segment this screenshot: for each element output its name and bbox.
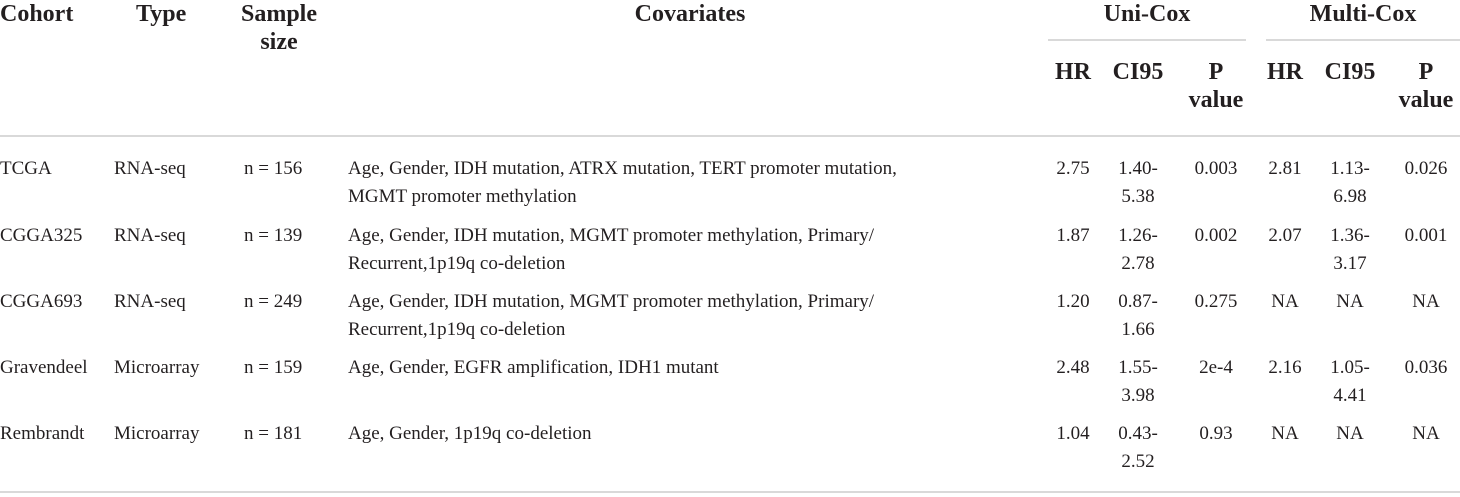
- header-type: Type: [136, 1, 187, 27]
- cell-multi-ci95-line1: 1.36-: [1330, 225, 1370, 246]
- cell-covariates-line1: Age, Gender, 1p19q co-deletion: [348, 423, 592, 444]
- cell-uni-ci95-line2: 5.38: [1121, 186, 1155, 207]
- cell-cohort: TCGA: [0, 158, 52, 179]
- cell-sample-size: n = 139: [244, 225, 303, 246]
- cell-uni-p: 0.275: [1194, 291, 1238, 312]
- cell-covariates-line1: Age, Gender, EGFR amplification, IDH1 mutant: [348, 357, 719, 378]
- cell-cohort: Gravendeel: [0, 357, 88, 378]
- cell-uni-ci95-line1: 1.40-: [1118, 158, 1158, 179]
- header-uni-p-line2: value: [1188, 87, 1244, 113]
- cell-type: RNA-seq: [114, 291, 186, 312]
- cell-cohort: Rembrandt: [0, 423, 85, 444]
- cell-uni-hr: 1.20: [1056, 291, 1090, 312]
- cell-type: RNA-seq: [114, 158, 186, 179]
- cell-uni-p: 0.93: [1199, 423, 1233, 444]
- header-sample-size-line2: size: [260, 29, 298, 55]
- table-bottom-rule: [0, 491, 1460, 493]
- cell-uni-ci95-line1: 0.43-: [1118, 423, 1158, 444]
- cell-uni-ci95-line2: 3.98: [1121, 385, 1155, 406]
- cell-uni-hr: 1.87: [1056, 225, 1090, 246]
- header-uni-ci95: CI95: [1112, 59, 1164, 85]
- cell-multi-p: 0.026: [1404, 158, 1448, 179]
- header-covariates: Covariates: [634, 1, 746, 27]
- header-multi-hr: HR: [1267, 59, 1303, 85]
- cell-uni-hr: 2.75: [1056, 158, 1090, 179]
- header-sample-size-line1: Sample: [240, 1, 317, 27]
- cell-multi-hr: 2.07: [1268, 225, 1302, 246]
- cell-multi-hr: 2.81: [1268, 158, 1302, 179]
- cell-multi-p: 0.001: [1404, 225, 1448, 246]
- cell-type: Microarray: [114, 423, 200, 444]
- cell-multi-ci95-line1: NA: [1336, 291, 1364, 312]
- cell-type: Microarray: [114, 357, 200, 378]
- cell-sample-size: n = 159: [244, 357, 303, 378]
- cell-cohort: CGGA693: [0, 291, 83, 312]
- cell-multi-ci95-line1: NA: [1336, 423, 1364, 444]
- cell-multi-ci95-line1: 1.05-: [1330, 357, 1370, 378]
- header-uni-cox: Uni-Cox: [1103, 1, 1191, 27]
- cell-uni-ci95-line2: 1.66: [1121, 319, 1155, 340]
- cell-cohort: CGGA325: [0, 225, 83, 246]
- multi-cox-underline: [1266, 39, 1460, 41]
- cell-uni-hr: 2.48: [1056, 357, 1090, 378]
- cell-uni-p: 0.002: [1194, 225, 1238, 246]
- cell-multi-hr: NA: [1271, 291, 1299, 312]
- cell-multi-hr: NA: [1271, 423, 1299, 444]
- cell-covariates-line2: MGMT promoter methylation: [348, 186, 577, 207]
- header-cohort: Cohort: [0, 1, 74, 27]
- cell-multi-ci95-line2: 4.41: [1333, 385, 1367, 406]
- header-multi-cox: Multi-Cox: [1309, 1, 1417, 27]
- cell-sample-size: n = 156: [244, 158, 303, 179]
- cell-covariates-line1: Age, Gender, IDH mutation, ATRX mutation, TERT promoter mutation,: [348, 158, 897, 179]
- cell-uni-p: 0.003: [1194, 158, 1238, 179]
- header-divider: [0, 135, 1460, 137]
- cell-covariates-line2: Recurrent,1p19q co-deletion: [348, 253, 566, 274]
- cell-multi-p: NA: [1412, 291, 1440, 312]
- cell-uni-ci95-line2: 2.78: [1121, 253, 1155, 274]
- cell-sample-size: n = 181: [244, 423, 303, 444]
- cell-covariates-line2: Recurrent,1p19q co-deletion: [348, 319, 566, 340]
- cell-type: RNA-seq: [114, 225, 186, 246]
- cell-uni-p: 2e-4: [1199, 357, 1233, 378]
- cell-sample-size: n = 249: [244, 291, 303, 312]
- cell-covariates-line1: Age, Gender, IDH mutation, MGMT promoter methylation, Primary/: [348, 291, 875, 312]
- cell-uni-ci95-line1: 1.26-: [1118, 225, 1158, 246]
- cell-multi-p: 0.036: [1404, 357, 1448, 378]
- cell-multi-ci95-line2: 6.98: [1333, 186, 1367, 207]
- header-multi-ci95: CI95: [1324, 59, 1376, 85]
- header-uni-p-line1: P: [1208, 59, 1224, 85]
- cell-multi-ci95-line2: 3.17: [1333, 253, 1367, 274]
- cell-multi-ci95-line1: 1.13-: [1330, 158, 1370, 179]
- cell-multi-p: NA: [1412, 423, 1440, 444]
- cell-uni-ci95-line1: 0.87-: [1118, 291, 1158, 312]
- header-multi-p-line2: value: [1398, 87, 1454, 113]
- cell-uni-hr: 1.04: [1056, 423, 1090, 444]
- header-multi-p-line1: P: [1418, 59, 1434, 85]
- cell-multi-hr: 2.16: [1268, 357, 1302, 378]
- cell-uni-ci95-line1: 1.55-: [1118, 357, 1158, 378]
- cell-uni-ci95-line2: 2.52: [1121, 451, 1155, 472]
- cell-covariates-line1: Age, Gender, IDH mutation, MGMT promoter methylation, Primary/: [348, 225, 875, 246]
- header-uni-hr: HR: [1055, 59, 1091, 85]
- uni-cox-underline: [1048, 39, 1246, 41]
